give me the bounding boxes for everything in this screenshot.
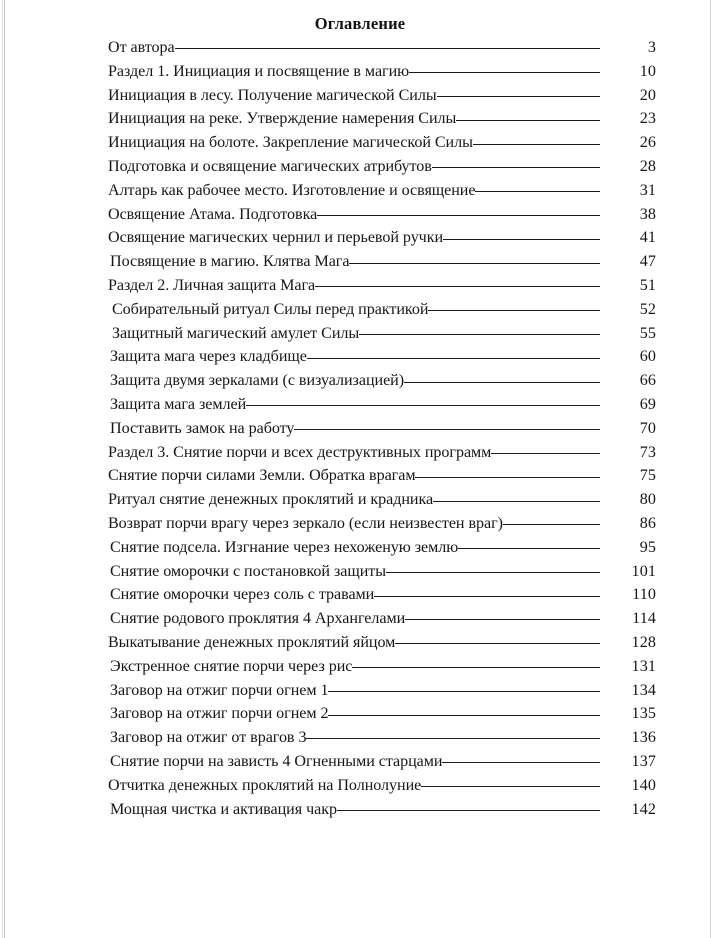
toc-entry-label: Освящение Атама. Подготовка xyxy=(108,205,318,223)
toc-entry-leader xyxy=(307,345,606,361)
toc-entry[interactable] xyxy=(108,702,656,726)
toc-entry-leader xyxy=(352,655,606,671)
toc-entry[interactable] xyxy=(108,512,656,536)
toc-entry[interactable] xyxy=(108,536,656,560)
toc-entry-leader xyxy=(437,84,606,100)
toc-entry-leader xyxy=(473,131,606,147)
toc-entry-leader xyxy=(443,226,606,242)
toc-entry-page-number: 38 xyxy=(639,205,656,223)
toc-entry-label: Алтарь как рабочее место. Изготовление и освящение xyxy=(108,181,476,199)
toc-entry-page-number: 66 xyxy=(639,372,656,390)
toc-entry[interactable] xyxy=(108,488,656,512)
toc-entry-label: Выкатывание денежных проклятий яйцом xyxy=(108,634,396,652)
toc-entry[interactable] xyxy=(108,655,656,679)
toc-entry[interactable] xyxy=(108,179,656,203)
toc-entry-page-number: 23 xyxy=(639,110,656,128)
toc-entry-leader xyxy=(475,179,606,195)
toc-entry-label: Снятие оморочки через соль с травами xyxy=(110,586,375,604)
toc-entry[interactable] xyxy=(108,607,656,631)
toc-entry-label: Подготовка и освящение магических атрибутов xyxy=(108,158,432,176)
toc-entry[interactable] xyxy=(108,583,656,607)
toc-entry-page-number: 140 xyxy=(631,776,656,794)
toc-entry-leader xyxy=(442,750,606,766)
page-edge-artifact-left-inner xyxy=(4,0,5,938)
toc-entry[interactable] xyxy=(108,345,656,369)
toc-entry-leader xyxy=(306,726,606,742)
toc-entry[interactable] xyxy=(108,298,656,322)
toc-entry-label: Заговор на отжиг порчи огнем 2 xyxy=(110,705,329,723)
toc-entry-label: Заговор на отжиг от врагов 3 xyxy=(110,729,307,747)
toc-entry-page-number: 60 xyxy=(639,348,656,366)
toc-entry-leader xyxy=(433,488,606,504)
toc-entry-label: Мощная чистка и активация чакр xyxy=(110,800,337,818)
toc-entry[interactable] xyxy=(108,203,656,227)
toc-entry[interactable] xyxy=(108,226,656,250)
toc-entry[interactable] xyxy=(108,250,656,274)
toc-entry-page-number: 28 xyxy=(639,158,656,176)
toc-entry-label: Заговор на отжиг порчи огнем 1 xyxy=(110,681,329,699)
toc-entry[interactable] xyxy=(108,84,656,108)
toc-entry-label: Раздел 2. Личная защита Мага xyxy=(108,277,316,295)
toc-entry[interactable] xyxy=(108,131,656,155)
toc-entry-label: Инициация в лесу. Получение магической Силы xyxy=(108,86,437,104)
toc-entry-page-number: 47 xyxy=(639,253,656,271)
toc-entry[interactable] xyxy=(108,441,656,465)
toc-entry[interactable] xyxy=(108,560,656,584)
toc-entry-label: Раздел 3. Снятие порчи и всех деструктивных программ xyxy=(108,443,492,461)
toc-entry-label: Снятие порчи на зависть 4 Огненными старцами xyxy=(110,753,443,770)
toc-entry[interactable] xyxy=(108,679,656,703)
toc-entry-page-number: 128 xyxy=(631,634,656,652)
toc-entry[interactable] xyxy=(108,60,656,84)
toc-entry-page-number: 80 xyxy=(639,491,656,509)
toc-entry[interactable] xyxy=(108,464,656,488)
toc-entry-leader xyxy=(317,203,606,219)
toc-entry-leader xyxy=(349,250,606,266)
toc-entry-page-number: 31 xyxy=(639,181,656,199)
toc-entry[interactable] xyxy=(108,417,656,441)
toc-entry-leader xyxy=(415,464,606,480)
toc-entry-page-number: 114 xyxy=(632,610,656,628)
toc-entry[interactable] xyxy=(108,36,656,60)
toc-entry[interactable] xyxy=(108,369,656,393)
page-edge-artifact-left-outer xyxy=(2,0,3,938)
toc-entry-label: Собирательный ритуал Силы перед практикой xyxy=(112,300,429,318)
toc-entry-label: Раздел 1. Инициация и посвящение в магию xyxy=(108,62,410,80)
toc-entry-label: Отчитка денежных проклятий на Полнолуние xyxy=(108,776,422,794)
toc-entry-label: Снятие порчи силами Земли. Обратка врагам xyxy=(108,467,416,485)
toc-entry-label: Инициация на болоте. Закрепление магической Силы xyxy=(108,134,473,152)
toc-entry-leader xyxy=(458,536,606,552)
toc-entry-label: Защита двумя зеркалами (с визуализацией) xyxy=(110,372,405,390)
toc-entry[interactable] xyxy=(108,631,656,655)
toc-entry-leader xyxy=(328,679,606,695)
toc-entry-leader xyxy=(432,155,606,171)
toc-entry-page-number: 10 xyxy=(639,62,656,80)
toc-entry-page-number: 20 xyxy=(639,86,656,104)
toc-entry-leader xyxy=(337,798,606,814)
toc-entry-leader xyxy=(315,274,606,290)
toc-entry-page-number: 95 xyxy=(639,538,656,556)
toc-entry[interactable] xyxy=(108,107,656,131)
toc-entry[interactable] xyxy=(108,750,656,774)
toc-entry-page-number: 26 xyxy=(639,134,656,152)
toc-entry[interactable] xyxy=(108,798,656,822)
toc-entry-page-number: 131 xyxy=(631,657,656,675)
toc-entry-page-number: 142 xyxy=(631,800,656,818)
toc-entry-label: Защитный магический амулет Силы xyxy=(112,324,360,342)
toc-entry-page-number: 134 xyxy=(631,681,656,699)
page-edge-artifact-right xyxy=(710,0,711,938)
toc-entry-leader xyxy=(294,417,606,433)
toc-entry-leader xyxy=(374,583,606,599)
page-title: Оглавление xyxy=(314,14,406,33)
toc-entry-leader xyxy=(421,774,606,790)
toc-entry-page-number: 75 xyxy=(639,467,656,485)
toc-entry-leader xyxy=(491,441,606,457)
toc-entry[interactable] xyxy=(108,155,656,179)
toc-entry-label: Снятие подсела. Изгнание через нехоженую землю xyxy=(110,538,459,556)
toc-entry-leader xyxy=(328,702,606,718)
toc-entry-page-number: 55 xyxy=(639,324,656,342)
toc-entry-leader xyxy=(456,107,606,123)
toc-entry-page-number: 110 xyxy=(632,586,656,604)
toc-entry-page-number: 135 xyxy=(631,705,656,723)
toc-entry-page-number: 70 xyxy=(639,419,656,437)
toc-entry-page-number: 69 xyxy=(639,396,656,414)
toc-entry-label: Защита мага через кладбище xyxy=(110,348,307,366)
toc-entry-label: Защита мага землей xyxy=(110,396,247,414)
toc-entry-label: От автора xyxy=(108,39,175,57)
toc-entry[interactable] xyxy=(108,274,656,298)
toc-entry-page-number: 3 xyxy=(647,39,656,57)
toc-entry-label: Инициация на реке. Утверждение намерения Силы xyxy=(108,110,457,128)
table-of-contents-list xyxy=(108,36,656,821)
toc-entry[interactable] xyxy=(108,726,656,750)
toc-entry-leader xyxy=(503,512,606,528)
toc-entry-page-number: 137 xyxy=(631,753,656,770)
toc-entry-label: Снятие оморочки с постановкой защиты xyxy=(110,562,386,580)
toc-entry-label: Возврат порчи врагу через зеркало (если неизвестен враг) xyxy=(108,515,503,533)
toc-entry-leader xyxy=(359,322,606,338)
toc-entry-page-number: 73 xyxy=(639,443,656,461)
toc-entry[interactable] xyxy=(108,393,656,417)
toc-entry[interactable] xyxy=(108,774,656,798)
toc-entry-page-number: 52 xyxy=(639,300,656,318)
toc-entry[interactable] xyxy=(108,322,656,346)
toc-entry-label: Посвящение в магию. Клятва Мага xyxy=(110,253,350,271)
toc-entry-leader xyxy=(404,369,606,385)
toc-entry-leader xyxy=(175,36,606,52)
toc-entry-page-number: 101 xyxy=(631,562,656,580)
toc-entry-leader xyxy=(405,607,606,623)
toc-entry-label: Поставить замок на работу xyxy=(110,419,295,437)
toc-entry-page-number: 51 xyxy=(639,277,656,295)
toc-entry-leader xyxy=(395,631,606,647)
toc-entry-page-number: 136 xyxy=(631,729,656,747)
toc-entry-leader xyxy=(386,560,606,576)
toc-entry-label: Снятие родового проклятия 4 Архангелами xyxy=(110,610,406,628)
toc-entry-page-number: 41 xyxy=(639,229,656,247)
toc-entry-leader xyxy=(428,298,606,314)
toc-entry-leader xyxy=(409,60,606,76)
toc-entry-label: Ритуал снятие денежных проклятий и крадника xyxy=(108,491,434,509)
toc-entry-label: Экстренное снятие порчи через рис xyxy=(110,657,353,675)
toc-entry-leader xyxy=(246,393,606,409)
toc-entry-page-number: 86 xyxy=(639,515,656,533)
toc-entry-label: Освящение магических чернил и перьевой ручки xyxy=(108,229,444,247)
